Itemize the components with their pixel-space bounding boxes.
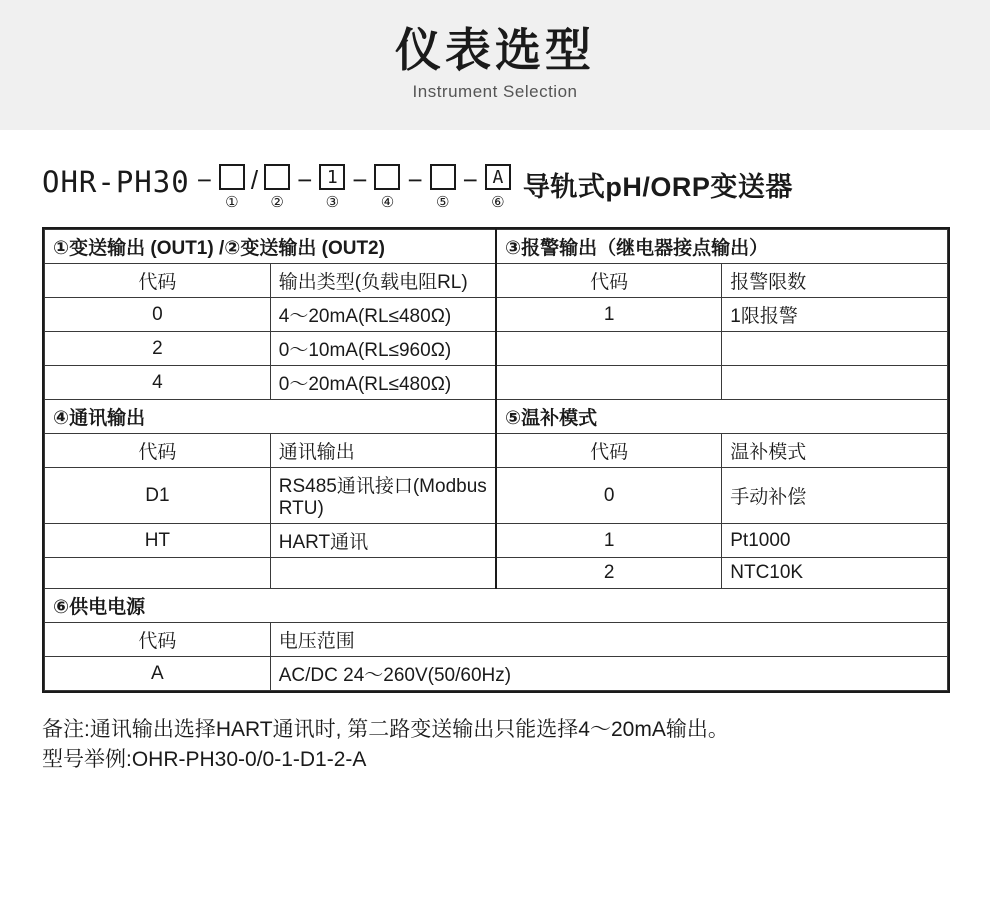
note-model-example: 型号举例:OHR-PH30-0/0-1-D1-2-A bbox=[42, 748, 367, 771]
code-cell: 0 bbox=[45, 298, 271, 332]
model-slot-3-box: 1 bbox=[319, 164, 345, 190]
table-row bbox=[45, 230, 948, 264]
table-row bbox=[45, 524, 948, 558]
selection-table-wrapper bbox=[42, 227, 950, 693]
model-slot-5-number: ⑤ bbox=[435, 194, 450, 211]
code-cell: 4 bbox=[45, 366, 271, 400]
table-row bbox=[45, 332, 948, 366]
section-header-power-supply: ⑥供电电源 bbox=[45, 589, 948, 623]
empty-cell bbox=[45, 558, 271, 589]
desc-cell: Pt1000 bbox=[722, 524, 948, 558]
model-slot-6-number: ⑥ bbox=[491, 194, 505, 211]
empty-cell bbox=[722, 332, 948, 366]
table-row bbox=[45, 434, 948, 468]
desc-cell: 0～20mA(RL≤480Ω) bbox=[270, 366, 496, 400]
section-header-temp-comp: ⑤温补模式 bbox=[496, 400, 948, 434]
desc-cell: 4～20mA(RL≤480Ω) bbox=[270, 298, 496, 332]
separator-dash-4: − bbox=[407, 165, 423, 195]
model-code-line bbox=[42, 164, 990, 211]
table-row bbox=[45, 298, 948, 332]
empty-cell bbox=[496, 332, 722, 366]
table-row bbox=[45, 400, 948, 434]
col-header-desc-1: 输出类型(负载电阻RL) bbox=[270, 264, 496, 298]
col-header-code-5: 代码 bbox=[45, 623, 271, 657]
product-name: 导轨式pH/ORP变送器 bbox=[522, 172, 793, 202]
code-cell: 0 bbox=[496, 468, 722, 524]
table-row bbox=[45, 623, 948, 657]
col-header-code-3: 代码 bbox=[45, 434, 271, 468]
model-code-area bbox=[0, 130, 990, 211]
model-slot-2[interactable] bbox=[264, 164, 290, 211]
model-slot-4[interactable] bbox=[374, 164, 400, 211]
separator-slash: / bbox=[250, 165, 259, 195]
desc-cell: 1限报警 bbox=[722, 298, 948, 332]
col-header-desc-2: 报警限数 bbox=[722, 264, 948, 298]
model-slot-4-box bbox=[374, 164, 400, 190]
code-cell: 1 bbox=[496, 298, 722, 332]
code-cell: 2 bbox=[496, 558, 722, 589]
code-cell: A bbox=[45, 657, 271, 691]
desc-cell: 手动补偿 bbox=[722, 468, 948, 524]
table-row bbox=[45, 264, 948, 298]
code-cell: HT bbox=[45, 524, 271, 558]
section-header-alarm-output: ③报警输出（继电器接点输出） bbox=[496, 230, 948, 264]
model-slot-5[interactable] bbox=[430, 164, 456, 211]
model-slot-1-box bbox=[219, 164, 245, 190]
empty-cell bbox=[270, 558, 496, 589]
table-row bbox=[45, 589, 948, 623]
selection-table bbox=[44, 229, 948, 691]
table-row bbox=[45, 558, 948, 589]
col-header-desc-3: 通讯输出 bbox=[270, 434, 496, 468]
desc-cell: NTC10K bbox=[722, 558, 948, 589]
model-slot-6[interactable] bbox=[485, 164, 511, 211]
section-header-transmit-output: ①变送输出 (OUT1) /②变送输出 (OUT2) bbox=[45, 230, 497, 264]
code-cell: 1 bbox=[496, 524, 722, 558]
section-header-comm-output: ④通讯输出 bbox=[45, 400, 497, 434]
model-slot-1-number: ① bbox=[225, 194, 239, 211]
model-slot-5-box bbox=[430, 164, 456, 190]
col-header-desc-5: 电压范围 bbox=[270, 623, 947, 657]
notes-area bbox=[42, 715, 950, 775]
model-slot-1[interactable] bbox=[219, 164, 245, 211]
model-slot-2-box bbox=[264, 164, 290, 190]
col-header-code-1: 代码 bbox=[45, 264, 271, 298]
model-slot-3-number: ③ bbox=[325, 194, 340, 211]
code-cell: 2 bbox=[45, 332, 271, 366]
model-slot-3[interactable] bbox=[319, 164, 345, 211]
separator-dash-1: − bbox=[196, 165, 212, 195]
table-row bbox=[45, 657, 948, 691]
model-slot-2-number: ② bbox=[270, 194, 284, 211]
desc-cell: AC/DC 24～260V(50/60Hz) bbox=[270, 657, 947, 691]
page-title: 仪表选型 bbox=[395, 24, 595, 76]
separator-dash-3: − bbox=[352, 165, 368, 195]
table-row bbox=[45, 468, 948, 524]
table-row bbox=[45, 366, 948, 400]
page-header bbox=[0, 0, 990, 130]
model-slot-4-number: ④ bbox=[380, 194, 395, 211]
desc-cell: RS485通讯接口(Modbus RTU) bbox=[270, 468, 496, 524]
model-slot-6-box: A bbox=[485, 164, 511, 190]
model-prefix: OHR-PH30 bbox=[42, 165, 190, 199]
col-header-desc-4: 温补模式 bbox=[722, 434, 948, 468]
col-header-code-4: 代码 bbox=[496, 434, 722, 468]
separator-dash-2: − bbox=[297, 165, 313, 195]
note-remark: 备注:通讯输出选择HART通讯时, 第二路变送输出只能选择4～20mA输出。 bbox=[42, 718, 729, 741]
separator-dash-5: − bbox=[462, 165, 478, 195]
desc-cell: 0～10mA(RL≤960Ω) bbox=[270, 332, 496, 366]
code-cell: D1 bbox=[45, 468, 271, 524]
page-subtitle: Instrument Selection bbox=[412, 82, 578, 101]
desc-cell: HART通讯 bbox=[270, 524, 496, 558]
col-header-code-2: 代码 bbox=[496, 264, 722, 298]
empty-cell bbox=[722, 366, 948, 400]
empty-cell bbox=[496, 366, 722, 400]
